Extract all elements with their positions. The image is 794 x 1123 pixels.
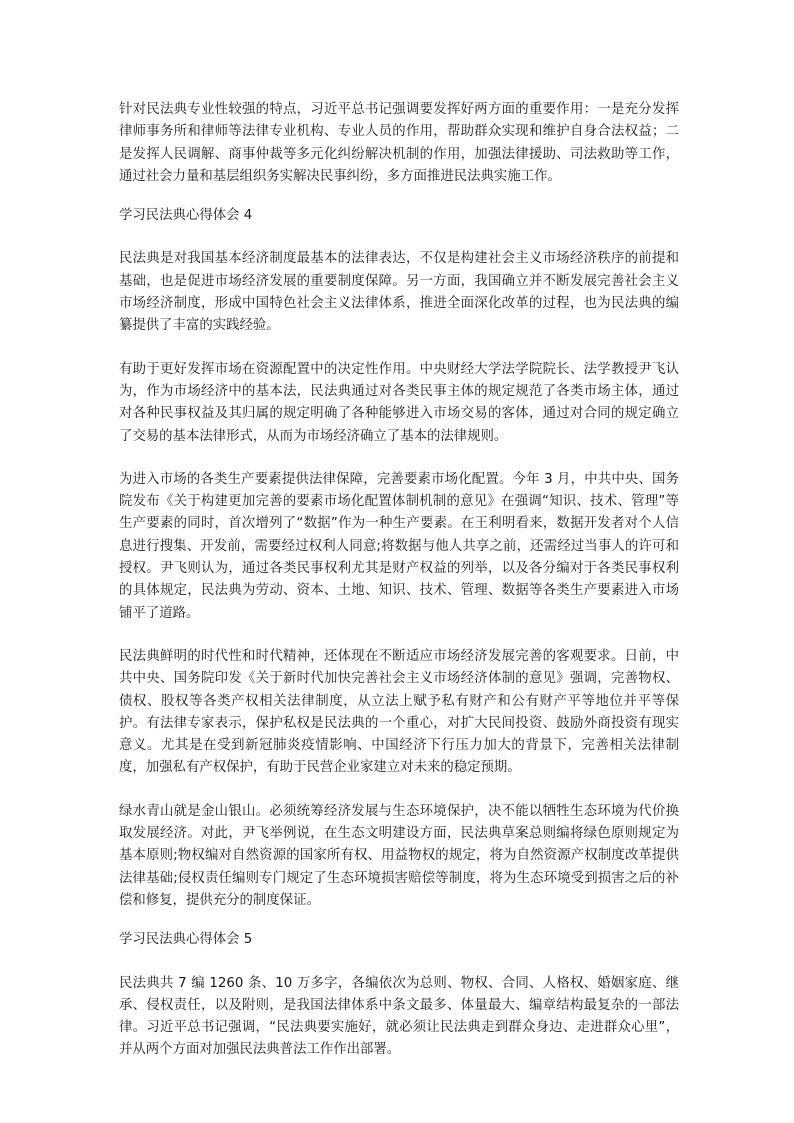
- paragraph: 民法典共 7 编 1260 条、10 万多字，各编依次为总则、物权、合同、人格权、婚姻家庭、继承、侵权责任，以及附则，是我国法律体系中条文最多、体量最大、编章结构最复杂的一部法律。习近平总书记强调，“民法典要实施好，就必须让民法典走到群众身边、走进群众心里”，并从两个方面对加强民法典普法工作作出部署。: [119, 975, 679, 1058]
- paragraph: 民法典鲜明的时代性和时代精神，还体现在不断适应市场经济发展完善的客观要求。日前，中共中央、国务院印发《关于新时代加快完善社会主义市场经济体制的意见》强调，完善物权、债权、股权等各类产权相关法律制度，从立法上赋予私有财产和公有财产平等地位并平等保护。有法律专家表示，保护私权是民法典的一个重心，对扩大民间投资、鼓励外商投资有现实意义。尤其是在受到新冠肺炎疫情影响、中国经济下行压力加大的背景下，完善相关法律制度，加强私有产权保护，有助于民营企业家建立对未来的稳定预期。: [119, 648, 679, 776]
- paragraph: 针对民法典专业性较强的特点，习近平总书记强调要发挥好两方面的重要作用：一是充分发挥律师事务所和律师等法律专业机构、专业人员的作用，帮助群众实现和维护自身合法权益；二是发挥人民调解、商事仲裁等多元化纠纷解决机制的作用，加强法律援助、司法救助等工作，通过社会力量和基层组织务实解决民事纠纷，多方面推进民法典实施工作。: [119, 102, 679, 184]
- paragraph: 绿水青山就是金山银山。必须统筹经济发展与生态环境保护，决不能以牺牲生态环境为代价换取发展经济。对此，尹飞举例说，在生态文明建设方面，民法典草案总则编将绿色原则规定为基本原则;物权编对自然资源的国家所有权、用益物权的规定，将为自然资源产权制度改革提供法律基础;侵权责任编则专门规定了生态环境损害赔偿等制度，将为生态环境受到损害之后的补偿和修复，提供充分的制度保证。: [119, 803, 679, 908]
- section-heading-4: 学习民法典心得体会 4: [119, 208, 253, 224]
- paragraph: 为进入市场的各类生产要素提供法律保障，完善要素市场化配置。今年 3 月，中共中央、国务院发布《关于构建更加完善的要素市场化配置体制机制的意见》在强调“知识、技术、管理”等生产要素的同时，首次增列了“数据”作为一种生产要素。在王利明看来，数据开发者对个人信息进行搜集、开发前，需要经过权利人同意;将数据与他人共享之前，还需经过当事人的许可和授权。尹飞则认为，通过各类民事权利尤其是财产权益的列举，以及各分编对于各类民事权利的具体规定，民法典为劳动、资本、土地、知识、技术、管理、数据等各类生产要素进入市场铺平了道路。: [119, 471, 679, 621]
- paragraph: 民法典是对我国基本经济制度最基本的法律表达，不仅是构建社会主义市场经济秩序的前提和基础，也是促进市场经济发展的重要制度保障。另一方面，我国确立并不断发展完善社会主义市场经济制度，形成中国特色社会主义法律体系，推进全面深化改革的过程，也为民法典的编纂提供了丰富的实践经验。: [119, 251, 679, 334]
- paragraph: 有助于更好发挥市场在资源配置中的决定性作用。中央财经大学法学院院长、法学教授尹飞认为，作为市场经济中的基本法，民法典通过对各类民事主体的规定规范了各类市场主体，通过对各种民事权益及其归属的规定明确了各种能够进入市场交易的客体，通过对合同的规定确立了交易的基本法律形式，从而为市场经济确立了基本的法律规则。: [119, 361, 679, 444]
- section-heading-5: 学习民法典心得体会 5: [119, 932, 253, 948]
- document-page: [119, 99, 679, 1062]
